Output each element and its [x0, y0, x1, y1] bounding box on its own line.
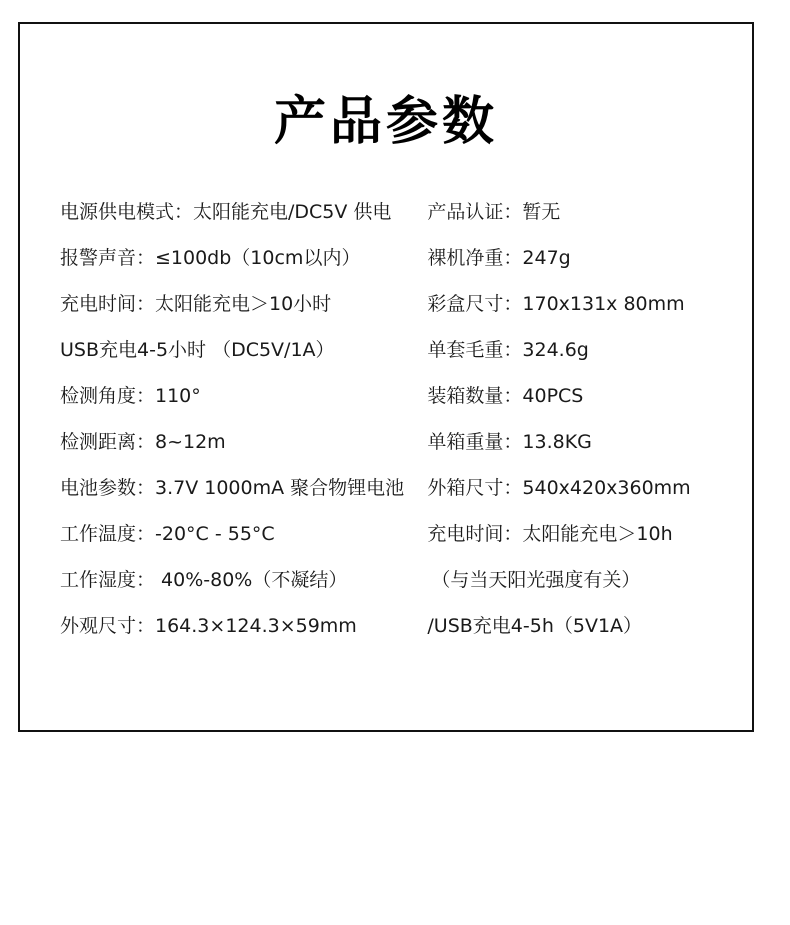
spec-line: （与当天阳光强度有关） [431, 569, 641, 592]
spec-line: 电池参数：3.7V 1000mA 聚合物锂电池 [60, 477, 405, 500]
spec-line: 工作温度：-20°C - 55°C [60, 523, 275, 546]
spec-line: 外观尺寸：164.3×124.3×59mm [60, 615, 357, 638]
spec-line: 裸机净重：247g [427, 247, 571, 270]
spec-line: USB充电4-5小时 （DC5V/1A） [60, 339, 335, 362]
spec-column-left [60, 199, 427, 659]
spec-line: /USB充电4-5h（5V1A） [427, 615, 643, 638]
spec-line: 检测距离：8~12m [60, 431, 226, 454]
product-spec-card [18, 22, 754, 732]
spec-line: 报警声音：≤100db（10cm以内） [60, 247, 361, 270]
spec-line: 单箱重量：13.8KG [427, 431, 592, 454]
spec-line: 充电时间：太阳能充电＞10小时 [60, 293, 332, 316]
spec-line: 检测角度：110° [60, 385, 201, 408]
spec-line: 产品认证：暂无 [427, 201, 561, 224]
spec-column-right [427, 199, 710, 659]
spec-columns [20, 199, 752, 659]
spec-line: 单套毛重：324.6g [427, 339, 589, 362]
spec-line: 充电时间：太阳能充电＞10h [427, 523, 673, 546]
spec-line: 彩盒尺寸：170x131x 80mm [427, 293, 685, 316]
page-title: 产品参数 [273, 92, 498, 152]
spec-line: 工作湿度： 40%-80%（不凝结） [60, 569, 348, 592]
spec-line: 装箱数量：40PCS [427, 385, 584, 408]
spec-line: 电源供电模式：太阳能充电/DC5V 供电 [60, 201, 392, 224]
spec-line: 外箱尺寸：540x420x360mm [427, 477, 691, 500]
